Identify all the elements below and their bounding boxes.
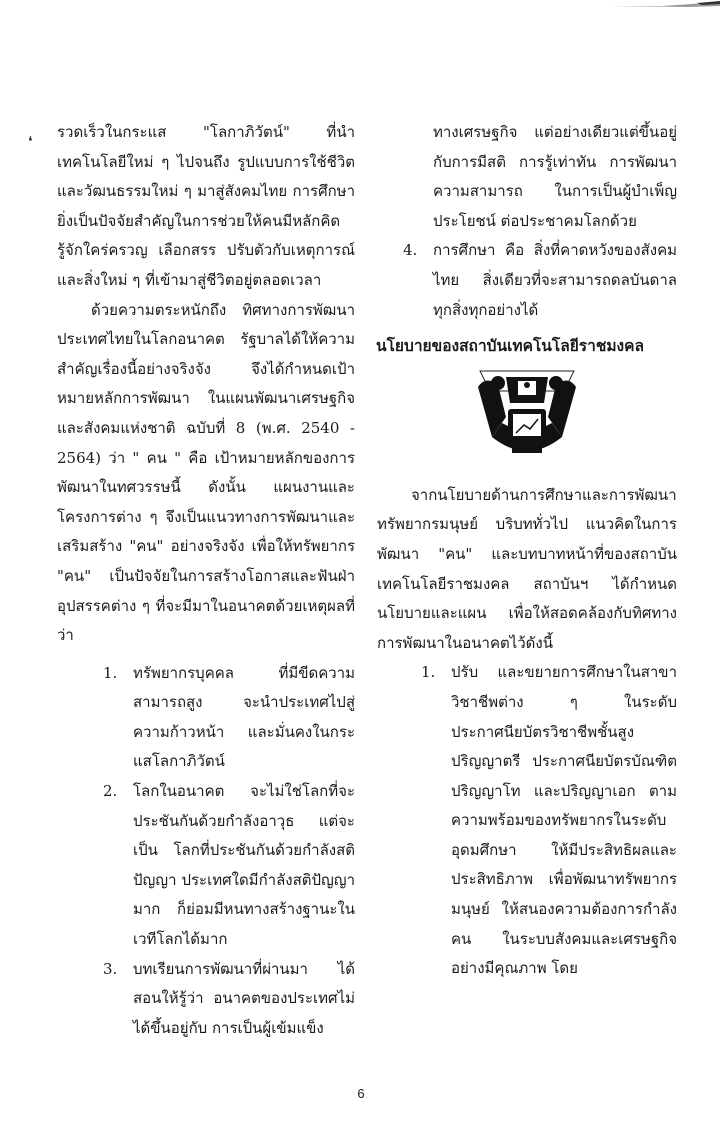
scan-artifact-mark [602,0,722,10]
list-text: ปรับ และขยายการศึกษาในสาขาวิชาชีพต่าง ๆ ในระดับประกาศนียบัตรวิชาชีพชั้นสูง ปริญญาตรี ประกาศนียบัตรบัณฑิต ปริญญาโท และปริญญาเอก ตามความพร้อมของทรัพยากรในระดับอุดมศึกษา ให้มีประสิทธิผลและประสิทธิภาพ เพื่อพัฒนาทรัพยากรมนุษย์ ให้สนองความต้องการกำลังคน ในระบบสังคมและเศรษฐกิจอย่างมีคุณภาพ โดย [451,663,677,978]
policy-paragraph: จากนโยบายด้านการศึกษาและการพัฒนาทรัพยากรมนุษย์ บริบททั่วไป แนวคิดในการพัฒนา "คน" และบทบาทหน้าที่ของสถาบันเทคโนโลยีราชมงคล สถาบันฯ ได้กำหนดนโยบายและแผน เพื่อให้สอดคล้องกับทิศทางการพัฒนาในอนาคตไว้ดังนี้ [377,485,677,652]
list-number: 1. [103,663,118,682]
page-number: 6 [357,1086,365,1101]
list-text: การศึกษา คือ สิ่งที่คาดหวังของสังคมไทย สิ่งเดียวที่จะสามารถดลบันดาล ทุกสิ่งทุกอย่างได้ [433,241,677,319]
policy-list [421,658,677,984]
list-item [421,658,677,984]
right-column [377,118,677,984]
left-column [57,118,355,1043]
list-text: บทเรียนการพัฒนาที่ผ่านมา ได้สอนให้รู้ว่า อนาคตของประเทศไม่ได้ขึ้นอยู่กับ การเป็นผู้เข้มแข็ง [133,959,355,1037]
list-text: โลกในอนาคต จะไม่ใช่โลกที่จะประชันกันด้วยกำลังอาวุธ แต่จะเป็น โลกที่ประชันกันด้วยกำลังสติปัญญา ประเทศใดมีกำลังสติปัญญามาก ก็ย่อมมีหนทางสร้างฐานะในเวทีโลกได้มาก [133,782,355,949]
list-number: 2. [103,782,118,801]
margin-mark: ❛ [28,134,33,150]
intro-paragraph: รวดเร็วในกระแส "โลกาภิวัตน์" ที่นำเทคโนโลยีใหม่ ๆ ไปจนถึง รูปแบบการใช้ชีวิตและวัฒนธรรมใหม่ ๆ มาสู่สังคมไทย การศึกษายิ่งเป็นปัจจัยสำคัญในการช่วยให้คนมีหลักคิด รู้จักใคร่ครวญ เลือกสรร ปรับตัวกับเหตุการณ์และสิ่งใหม่ ๆ ที่เข้ามาสู่ชีวิตอยู่ตลอดเวลา [57,123,355,289]
list-text: ทรัพยากรบุคคล ที่มีขีดความสามารถสูง จะนำประเทศไปสู่ความก้าวหน้า และมั่นคงในกระแสโลกาภิวัตน์ [133,663,355,771]
list-item [103,955,355,1044]
continued-list [387,118,677,325]
people-around-computer-icon [472,367,582,467]
list-item [103,777,355,955]
list-number: 3. [103,959,118,978]
item-3-continuation: ทางเศรษฐกิจ แต่อย่างเดียวแต่ขึ้นอยู่กับการมีสติ การรู้เท่าทัน การพัฒนาความสามารถ ในการเป็นผู้บำเพ็ญประโยชน์ ต่อประชาคมโลกด้วย [433,123,677,230]
list-item [103,659,355,777]
list-number: 1. [421,663,436,682]
development-paragraph: ด้วยความตระหนักถึง ทิศทางการพัฒนาประเทศไทยในโลกอนาคต รัฐบาลได้ให้ความสำคัญเรื่องนี้อย่างจริงจัง จึงได้กำหนดเป้าหมายหลักการพัฒนา ในแผนพัฒนาเศรษฐกิจและสังคมแห่งชาติ ฉบับที่ 8 (พ.ศ. 2540 - 2564) ว่า " คน " คือ เป้าหมายหลักของการพัฒนาในทศวรรษนี้ ดังนั้น แผนงานและโครงการต่าง ๆ จึงเป็นแนวทางการพัฒนาและเสริมสร้าง "คน" อย่างจริงจัง เพื่อให้ทรัพยากร "คน" เป็นปัจจัยในการสร้างโอกาสและฟันฝ่าอุปสรรคต่าง ๆ ที่จะมีมาในอนาคตด้วยเหตุผลที่ว่า [57,300,355,645]
section-heading: นโยบายของสถาบันเทคโนโลยีราชมงคล [376,336,644,356]
list-item [403,236,677,325]
reasons-list [103,659,355,1044]
list-number: 4. [403,241,418,260]
